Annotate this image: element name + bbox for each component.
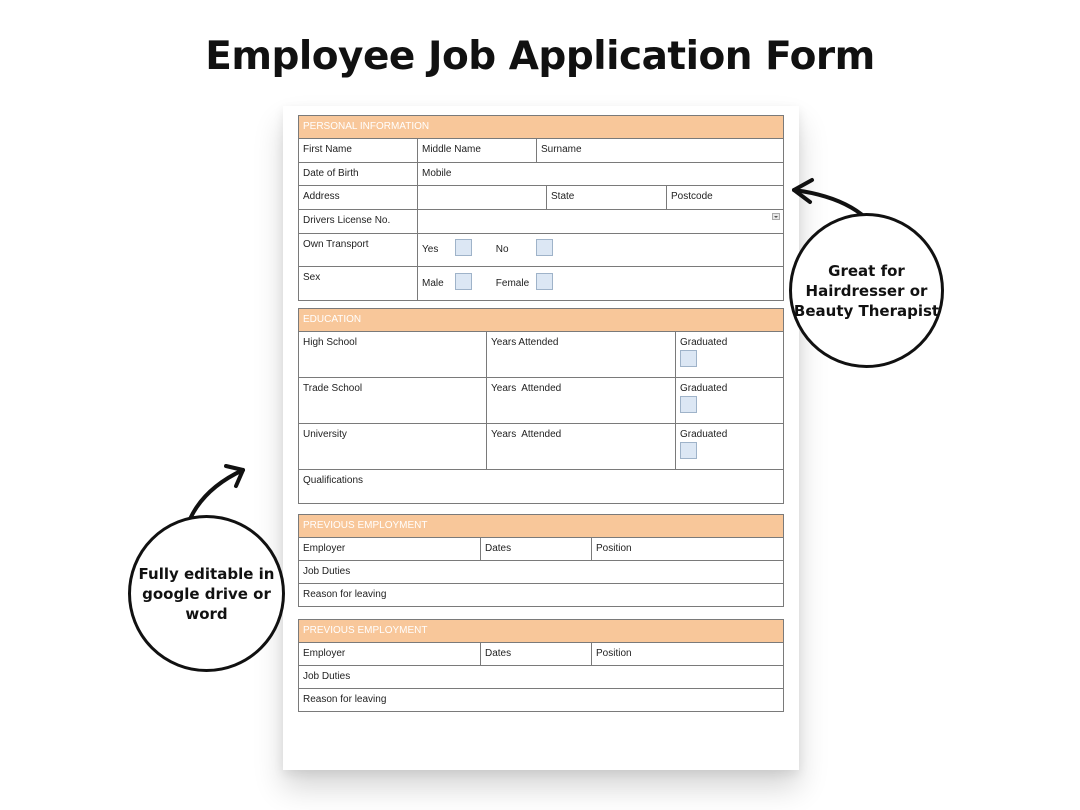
middle-name-label: Middle Name	[422, 144, 481, 155]
callout-line: Hairdresser or	[805, 281, 928, 300]
postcode-label: Postcode	[671, 191, 713, 202]
surname-label: Surname	[541, 144, 582, 155]
reason-for-leaving-label: Reason for leaving	[303, 589, 387, 600]
graduated-label: Graduated	[680, 337, 728, 348]
callout-line: Beauty Therapist	[793, 301, 940, 320]
yes-label: Yes	[422, 244, 439, 255]
dates-label: Dates	[485, 648, 512, 659]
page-title: Employee Job Application Form	[205, 34, 875, 79]
mobile-label: Mobile	[422, 168, 452, 179]
employer-label: Employer	[303, 543, 346, 554]
callout-line: Fully editable in	[138, 564, 275, 583]
section-header-employment: PREVIOUS EMPLOYMENT	[299, 620, 783, 643]
years-attended-label: Years Attended	[491, 383, 562, 394]
high-school-label: High School	[303, 337, 357, 348]
reason-for-leaving-label: Reason for leaving	[303, 694, 387, 705]
date-of-birth-label: Date of Birth	[303, 168, 359, 179]
first-name-label: First Name	[303, 144, 352, 155]
graduated-label: Graduated	[680, 429, 728, 440]
sex-label: Sex	[303, 272, 321, 283]
position-label: Position	[596, 543, 632, 554]
dates-label: Dates	[485, 543, 512, 554]
address-label: Address	[303, 191, 340, 202]
section-header-education: EDUCATION	[299, 309, 783, 332]
university-label: University	[303, 429, 347, 440]
qualifications-label: Qualifications	[303, 475, 364, 486]
own-transport-label: Own Transport	[303, 239, 369, 250]
male-label: Male	[422, 278, 444, 289]
years-attended-label: Years Attended	[491, 337, 559, 348]
section-header-employment: PREVIOUS EMPLOYMENT	[299, 515, 783, 538]
employer-label: Employer	[303, 648, 346, 659]
callout-line: word	[185, 604, 228, 623]
drivers-license-label: Drivers License No.	[303, 215, 391, 226]
section-header-personal: PERSONAL INFORMATION	[299, 116, 783, 139]
years-attended-label: Years Attended	[491, 429, 562, 440]
state-label: State	[551, 191, 575, 202]
callout-hairdresser	[789, 213, 944, 368]
job-duties-label: Job Duties	[303, 671, 351, 682]
position-label: Position	[596, 648, 632, 659]
no-label: No	[495, 244, 509, 255]
callout-line: Great for	[828, 261, 905, 280]
callout-line: google drive or	[142, 584, 271, 603]
trade-school-label: Trade School	[303, 383, 363, 394]
callout-editable	[128, 515, 285, 672]
female-label: Female	[495, 278, 530, 289]
graduated-label: Graduated	[680, 383, 728, 394]
job-duties-label: Job Duties	[303, 566, 351, 577]
